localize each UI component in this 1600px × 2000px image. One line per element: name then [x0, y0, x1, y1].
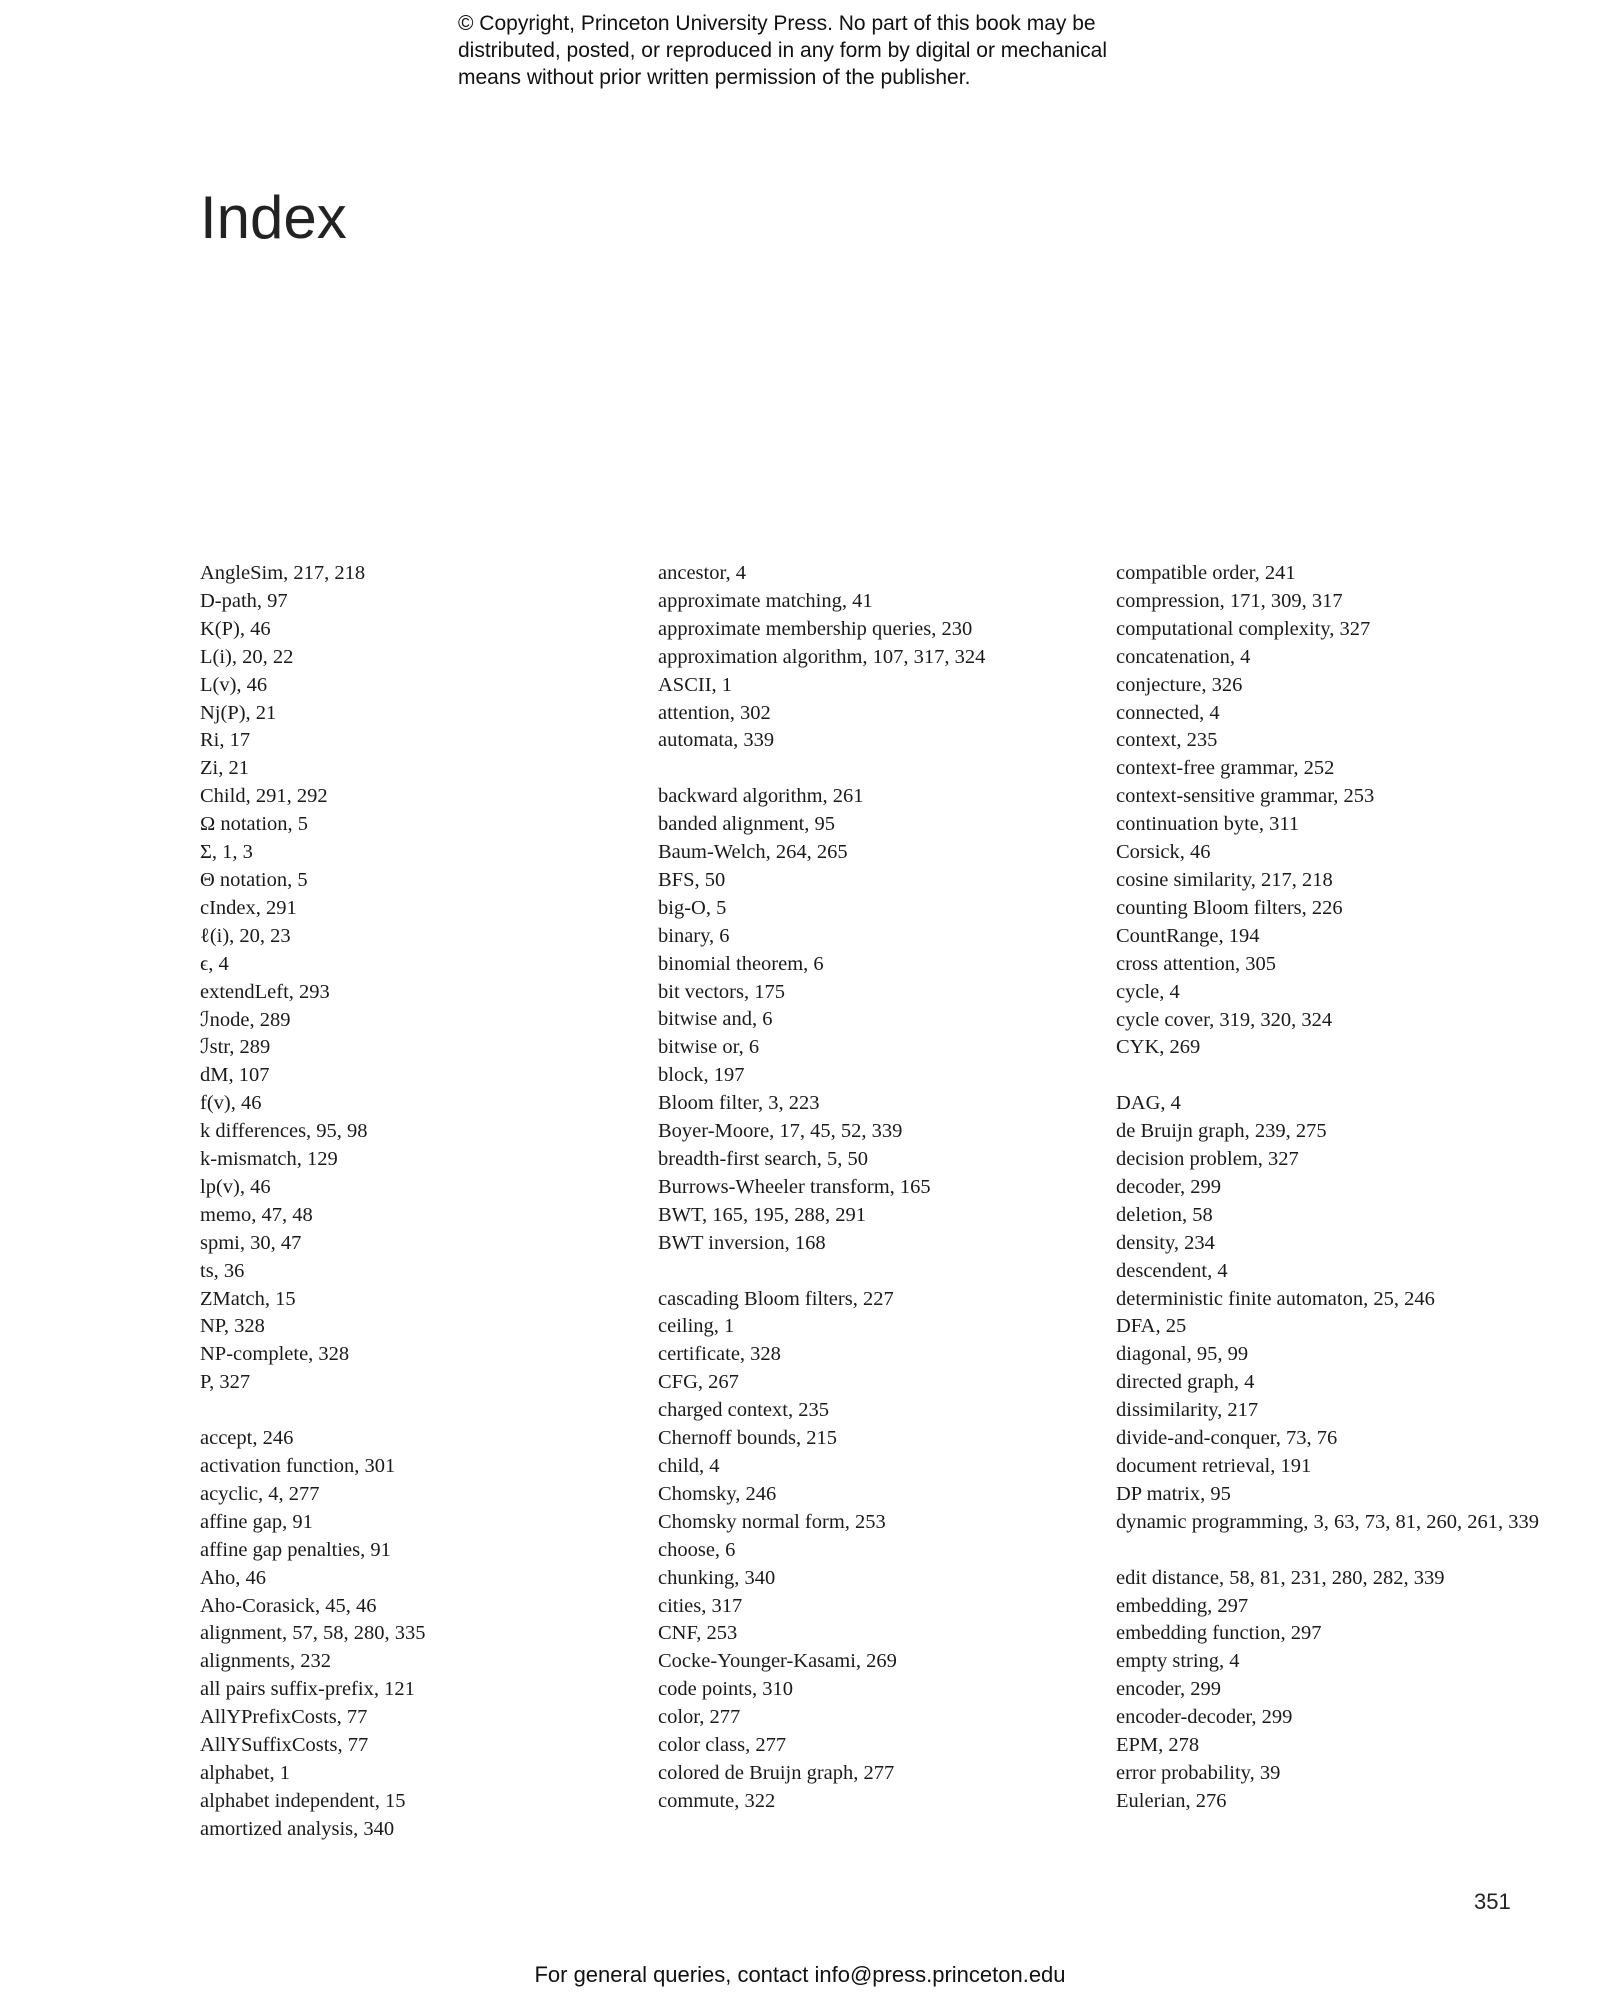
index-entry: Θ notation, 5 — [200, 868, 308, 891]
index-entry: child, 4 — [658, 1454, 720, 1477]
index-entry: bitwise and, 6 — [658, 1008, 773, 1031]
index-entry: cascading Bloom filters, 227 — [658, 1287, 894, 1310]
group-separator — [200, 1397, 640, 1425]
index-entry: DFA, 25 — [1116, 1315, 1187, 1338]
index-entry: ancestor, 4 — [658, 562, 746, 584]
index-entry: backward algorithm, 261 — [658, 785, 864, 808]
index-entry: affine gap, 91 — [200, 1510, 313, 1533]
index-entry: alignment, 57, 58, 280, 335 — [200, 1622, 426, 1645]
index-entry: deterministic finite automaton, 25, 246 — [1116, 1287, 1435, 1310]
index-entry: L(v), 46 — [200, 673, 268, 696]
index-entry: deletion, 58 — [1116, 1203, 1213, 1226]
index-entry: context, 235 — [1116, 729, 1218, 752]
index-entry: cIndex, 291 — [200, 896, 297, 919]
index-entry: ϵ, 4 — [200, 952, 229, 975]
index-entry: acyclic, 4, 277 — [200, 1482, 320, 1505]
copyright-line: © Copyright, Princeton University Press. No part of this book may be — [458, 12, 1096, 35]
index-entry: Ri, 17 — [200, 729, 251, 752]
index-entry: context-sensitive grammar, 253 — [1116, 785, 1375, 808]
index-entry: spmi, 30, 47 — [200, 1231, 302, 1254]
index-entry: encoder-decoder, 299 — [1116, 1706, 1293, 1729]
index-entry: certificate, 328 — [658, 1343, 781, 1366]
index-entry: amortized analysis, 340 — [200, 1817, 395, 1840]
index-entry: counting Bloom filters, 226 — [1116, 896, 1343, 919]
index-entry: accept, 246 — [200, 1427, 294, 1450]
group-separator — [1116, 1537, 1556, 1565]
index-entry: edit distance, 58, 81, 231, 280, 282, 339 — [1116, 1566, 1445, 1589]
index-entry: Bloom filter, 3, 223 — [658, 1092, 820, 1115]
index-entry: de Bruijn graph, 239, 275 — [1116, 1120, 1327, 1143]
index-entry: BWT inversion, 168 — [658, 1231, 826, 1254]
index-entry: Ω notation, 5 — [200, 813, 309, 836]
index-entry: Nj(P), 21 — [200, 701, 277, 724]
index-entry: dynamic programming, 3, 63, 73, 81, 260, 261, 339 — [1116, 1510, 1540, 1533]
index-entry: color, 277 — [658, 1706, 741, 1729]
group-separator — [1116, 1062, 1556, 1090]
index-entry: AngleSim, 217, 218 — [200, 562, 366, 584]
index-entry: ceiling, 1 — [658, 1315, 735, 1338]
index-entry: CYK, 269 — [1116, 1036, 1201, 1059]
index-entry: BWT, 165, 195, 288, 291 — [658, 1203, 867, 1226]
index-entry: cross attention, 305 — [1116, 952, 1276, 975]
index-entry: activation function, 301 — [200, 1454, 396, 1477]
copyright-notice — [458, 10, 1218, 91]
index-entry: banded alignment, 95 — [658, 813, 836, 836]
index-entry: AllYSuffixCosts, 77 — [200, 1734, 369, 1757]
index-entry: Eulerian, 276 — [1116, 1789, 1227, 1812]
index-entry: ZMatch, 15 — [200, 1287, 296, 1310]
index-entry: BFS, 50 — [658, 868, 726, 891]
index-entry: directed graph, 4 — [1116, 1371, 1255, 1394]
index-entry: binomial theorem, 6 — [658, 952, 824, 975]
index-entry: Zi, 21 — [200, 757, 249, 780]
index-entry: code points, 310 — [658, 1678, 793, 1701]
index-entry: attention, 302 — [658, 701, 771, 724]
index-entry: NP-complete, 328 — [200, 1343, 350, 1366]
index-entry: Child, 291, 292 — [200, 785, 328, 808]
index-entry: decoder, 299 — [1116, 1175, 1222, 1198]
index-entry: memo, 47, 48 — [200, 1203, 313, 1226]
index-entry: dissimilarity, 217 — [1116, 1399, 1259, 1422]
index-entry: block, 197 — [658, 1064, 745, 1087]
group-separator — [658, 1258, 1098, 1286]
index-entry: approximation algorithm, 107, 317, 324 — [658, 645, 986, 668]
index-entry: k differences, 95, 98 — [200, 1120, 368, 1143]
index-entry: Corsick, 46 — [1116, 841, 1211, 864]
index-entry: decision problem, 327 — [1116, 1148, 1299, 1171]
index-entry: Boyer-Moore, 17, 45, 52, 339 — [658, 1120, 903, 1143]
index-entry: Baum-Welch, 264, 265 — [658, 841, 848, 864]
index-entry: error probability, 39 — [1116, 1761, 1281, 1784]
index-entry: extendLeft, 293 — [200, 980, 330, 1003]
index-entry: compression, 171, 309, 317 — [1116, 589, 1343, 612]
index-entry: ℐnode, 289 — [200, 1008, 291, 1031]
index-entry: L(i), 20, 22 — [200, 645, 294, 668]
index-entry: DP matrix, 95 — [1116, 1482, 1231, 1505]
page-title: Index — [200, 184, 347, 251]
index-entry: cosine similarity, 217, 218 — [1116, 868, 1333, 891]
index-entry: compatible order, 241 — [1116, 562, 1296, 584]
index-entry: divide-and-conquer, 73, 76 — [1116, 1427, 1338, 1450]
index-entry: automata, 339 — [658, 729, 775, 752]
index-entry: color class, 277 — [658, 1734, 787, 1757]
index-entry: Chomsky normal form, 253 — [658, 1510, 886, 1533]
index-entry: Aho-Corasick, 45, 46 — [200, 1594, 377, 1617]
index-entry: ts, 36 — [200, 1259, 245, 1282]
index-entry: cycle, 4 — [1116, 980, 1180, 1003]
index-entry: dM, 107 — [200, 1064, 270, 1087]
index-entry: big-O, 5 — [658, 896, 727, 919]
index-entry: descendent, 4 — [1116, 1259, 1228, 1282]
index-entry: affine gap penalties, 91 — [200, 1538, 391, 1561]
index-entry: binary, 6 — [658, 924, 730, 947]
index-entry: breadth-first search, 5, 50 — [658, 1148, 869, 1171]
index-entry: all pairs suffix-prefix, 121 — [200, 1678, 415, 1701]
index-entry: ASCII, 1 — [658, 673, 733, 696]
index-entry: P, 327 — [200, 1371, 251, 1394]
index-entry: ℐstr, 289 — [200, 1036, 271, 1059]
index-column-2 — [658, 560, 1098, 1816]
index-entry: embedding, 297 — [1116, 1594, 1249, 1617]
index-entry: approximate membership queries, 230 — [658, 617, 973, 640]
index-entry: CountRange, 194 — [1116, 924, 1260, 947]
index-column-1 — [200, 560, 640, 1844]
index-entry: alignments, 232 — [200, 1650, 331, 1673]
index-entry: Chomsky, 246 — [658, 1482, 777, 1505]
index-entry: choose, 6 — [658, 1538, 736, 1561]
index-entry: Σ, 1, 3 — [200, 841, 253, 864]
index-entry: approximate matching, 41 — [658, 589, 873, 612]
index-entry: Cocke-Younger-Kasami, 269 — [658, 1650, 897, 1673]
index-entry: Aho, 46 — [200, 1566, 267, 1589]
index-entry: encoder, 299 — [1116, 1678, 1222, 1701]
index-entry: conjecture, 326 — [1116, 673, 1243, 696]
footer-contact: For general queries, contact info@press.princeton.edu — [534, 1962, 1066, 1987]
index-entry: bitwise or, 6 — [658, 1036, 760, 1059]
index-entry: bit vectors, 175 — [658, 980, 785, 1003]
index-column-3 — [1116, 560, 1556, 1816]
index-entry: diagonal, 95, 99 — [1116, 1343, 1249, 1366]
index-entry: cities, 317 — [658, 1594, 743, 1617]
index-entry: cycle cover, 319, 320, 324 — [1116, 1008, 1333, 1031]
index-entry: context-free grammar, 252 — [1116, 757, 1335, 780]
index-entry: alphabet independent, 15 — [200, 1789, 406, 1812]
index-entry: EPM, 278 — [1116, 1734, 1200, 1757]
page-number: 351 — [1474, 1889, 1511, 1914]
index-entry: Burrows-Wheeler transform, 165 — [658, 1175, 931, 1198]
index-entry: CFG, 267 — [658, 1371, 739, 1394]
index-entry: DAG, 4 — [1116, 1092, 1181, 1115]
index-entry: K(P), 46 — [200, 617, 271, 640]
index-entry: commute, 322 — [658, 1789, 776, 1812]
index-entry: f(v), 46 — [200, 1092, 262, 1115]
copyright-line: distributed, posted, or reproduced in any form by digital or mechanical — [458, 39, 1108, 62]
index-entry: concatenation, 4 — [1116, 645, 1251, 668]
index-entry: D-path, 97 — [200, 589, 288, 612]
index-entry: chunking, 340 — [658, 1566, 776, 1589]
index-entry: connected, 4 — [1116, 701, 1220, 724]
index-entry: NP, 328 — [200, 1315, 265, 1338]
index-entry: computational complexity, 327 — [1116, 617, 1371, 640]
index-entry: AllYPrefixCosts, 77 — [200, 1706, 368, 1729]
index-entry: embedding function, 297 — [1116, 1622, 1322, 1645]
index-entry: k-mismatch, 129 — [200, 1148, 338, 1171]
index-entry: charged context, 235 — [658, 1399, 829, 1422]
group-separator — [658, 755, 1098, 783]
index-entry: Chernoff bounds, 215 — [658, 1427, 837, 1450]
index-entry: CNF, 253 — [658, 1622, 738, 1645]
index-entry: document retrieval, 191 — [1116, 1454, 1312, 1477]
index-entry: density, 234 — [1116, 1231, 1215, 1254]
index-entry: alphabet, 1 — [200, 1761, 290, 1784]
index-entry: lp(v), 46 — [200, 1175, 271, 1198]
index-entry: continuation byte, 311 — [1116, 813, 1300, 836]
index-entry: ℓ(i), 20, 23 — [200, 924, 291, 947]
index-entry: colored de Bruijn graph, 277 — [658, 1761, 895, 1784]
copyright-line: means without prior written permission of the publisher. — [458, 66, 971, 89]
index-entry: empty string, 4 — [1116, 1650, 1240, 1673]
